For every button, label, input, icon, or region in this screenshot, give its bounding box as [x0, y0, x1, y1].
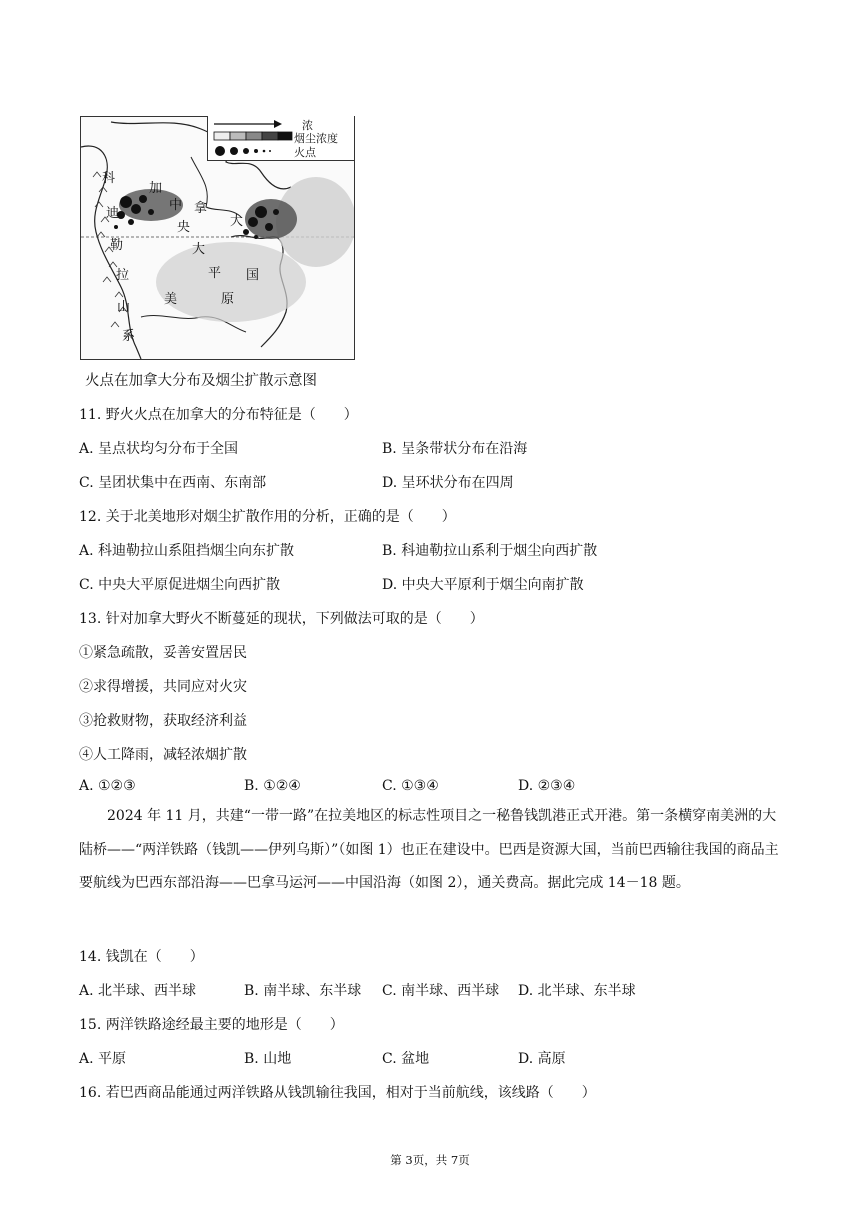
q14-option-b: B. 南半球、东半球	[244, 983, 362, 999]
q11-option-b: B. 呈条带状分布在沿海	[382, 441, 528, 457]
q15-option-b: B. 山地	[244, 1051, 292, 1067]
q15-option-a: A. 平原	[79, 1051, 127, 1067]
page-footer: 第 3页，共 7页	[390, 1153, 470, 1167]
q13-item-1: ①紧急疏散，妥善安置居民	[79, 645, 247, 661]
map-label-shan: 山	[117, 300, 131, 315]
legend-smoke-label: 烟尘浓度	[294, 132, 338, 145]
q13-option-d: D. ②③④	[518, 778, 576, 794]
map-label-ping: 平	[208, 266, 222, 281]
map-label-le: 勒	[110, 238, 124, 253]
map-label-jia: 加	[149, 181, 163, 196]
map-label-yang: 央	[177, 220, 191, 235]
map-label-guo: 国	[246, 268, 260, 283]
q11-option-d: D. 呈环状分布在四周	[382, 475, 514, 491]
q13-item-3: ③抢救财物，获取经济利益	[79, 713, 247, 729]
q14-option-d: D. 北半球、东半球	[518, 983, 636, 999]
reading-passage: 2024 年 11 月，共建“一带一路”在拉美地区的标志性项目之一秘鲁钱凯港正式开港。第一条横穿南美洲的大陆桥——“两洋铁路（钱凯——伊列乌斯）”（如图 1）也正在建设中。巴西是资源大国，当前巴西输往我国的商品主要航线为巴西东部沿海——巴拿马运河——中国沿海（如图 2），通关费高。据此完成 14－18 题。	[79, 808, 779, 891]
map-legend	[207, 116, 354, 161]
q15-option-d: D. 高原	[518, 1051, 566, 1067]
q14-option-c: C. 南半球、西半球	[382, 983, 500, 999]
q13-stem: 13. 针对加拿大野火不断蔓延的现状，下列做法可取的是（ ）	[79, 611, 484, 627]
map-label-zhong: 中	[169, 198, 183, 213]
q13-item-4: ④人工降雨，减轻浓烟扩散	[79, 747, 247, 763]
q13-option-a: A. ①②③	[79, 778, 136, 794]
q13-item-2: ②求得增援，共同应对火灾	[79, 679, 247, 695]
q11-option-a: A. 呈点状均匀分布于全国	[79, 441, 239, 457]
q14-stem: 14. 钱凯在（ ）	[79, 949, 204, 965]
figure-caption: 火点在加拿大分布及烟尘扩散示意图	[85, 373, 317, 389]
q13-option-c: C. ①③④	[382, 778, 439, 794]
q15-option-c: C. 盆地	[382, 1051, 430, 1067]
legend-arrow-label: 浓	[302, 119, 313, 132]
q13-option-b: B. ①②④	[244, 778, 301, 794]
map-label-di: 迪	[106, 206, 120, 221]
map-label-ke: 科	[102, 171, 116, 186]
q11-stem: 11. 野火火点在加拿大的分布特征是（ ）	[79, 407, 358, 423]
q11-option-c: C. 呈团状集中在西南、东南部	[79, 475, 267, 491]
map-label-da2: 大	[192, 242, 206, 257]
map-label-mei: 美	[164, 292, 178, 307]
map-label-yuan: 原	[221, 292, 235, 307]
map-label-na: 拿	[194, 201, 208, 216]
q14-option-a: A. 北半球、西半球	[79, 983, 197, 999]
map-label-da: 大	[230, 214, 244, 229]
map-label-la: 拉	[116, 268, 130, 283]
q12-stem: 12. 关于北美地形对烟尘扩散作用的分析，正确的是（ ）	[79, 509, 456, 525]
q12-option-a: A. 科迪勒拉山系阻挡烟尘向东扩散	[79, 543, 295, 559]
q15-stem: 15. 两洋铁路途经最主要的地形是（ ）	[79, 1017, 344, 1033]
legend-fire-label: 火点	[294, 146, 316, 159]
q12-option-d: D. 中央大平原利于烟尘向南扩散	[382, 577, 584, 593]
legend-symbols	[208, 116, 298, 160]
q16-stem: 16. 若巴西商品能通过两洋铁路从钱凯输往我国，相对于当前航线，该线路（ ）	[79, 1085, 596, 1101]
q12-option-b: B. 科迪勒拉山系利于烟尘向西扩散	[382, 543, 598, 559]
map-label-xi: 系	[122, 329, 136, 344]
q12-option-c: C. 中央大平原促进烟尘向西扩散	[79, 577, 281, 593]
